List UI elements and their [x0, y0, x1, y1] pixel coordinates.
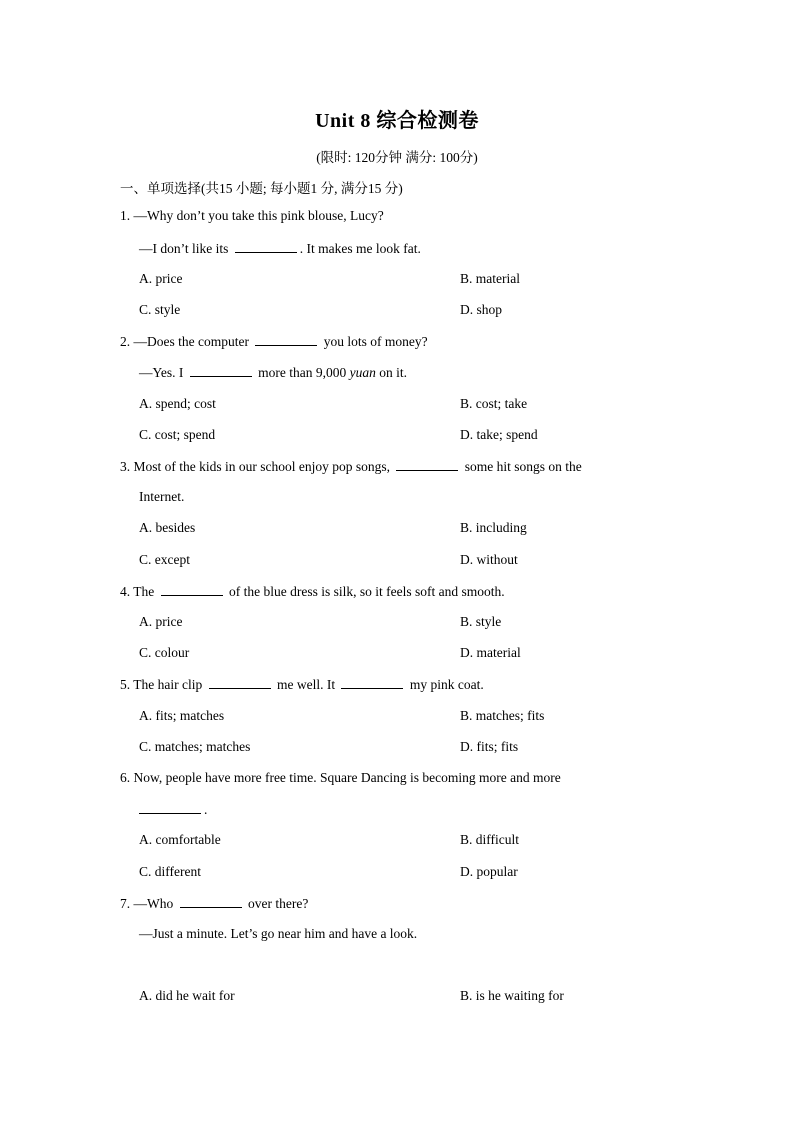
question-6-option-c[interactable]: C. different — [139, 864, 201, 879]
question-7-stem: 7. —Who over there? — [120, 896, 309, 911]
question-6-option-a[interactable]: A. comfortable — [139, 832, 221, 847]
question-4-stem: 4. The of the blue dress is silk, so it feels soft and smooth. — [120, 584, 505, 599]
page-title: Unit 8 综合检测卷 — [315, 110, 479, 132]
question-4-option-b[interactable]: B. style — [460, 614, 502, 629]
question-1-option-d[interactable]: D. shop — [460, 302, 503, 317]
question-7-option-b[interactable]: B. is he waiting for — [460, 988, 564, 1003]
question-2-answer-line: —Yes. I more than 9,000 yuan on it. — [139, 365, 408, 380]
answer-blank[interactable] — [209, 676, 271, 689]
question-7-answer-line: —Just a minute. Let’s go near him and have a look. — [139, 926, 418, 941]
question-2-option-c[interactable]: C. cost; spend — [139, 427, 216, 442]
answer-blank[interactable] — [341, 676, 403, 689]
question-2-option-b[interactable]: B. cost; take — [460, 396, 528, 411]
question-4-option-d[interactable]: D. material — [460, 645, 521, 660]
question-4-option-c[interactable]: C. colour — [139, 645, 190, 660]
answer-blank[interactable] — [139, 801, 201, 814]
exam-info: (限时: 120分钟 满分: 100分) — [316, 150, 478, 165]
section-heading: 一、单项选择(共15 小题; 每小题1 分, 满分15 分) — [120, 181, 403, 196]
question-2-option-a[interactable]: A. spend; cost — [139, 396, 216, 411]
answer-blank[interactable] — [396, 458, 458, 471]
question-3-option-a[interactable]: A. besides — [139, 520, 196, 535]
answer-blank[interactable] — [190, 364, 252, 377]
question-3-option-b[interactable]: B. including — [460, 520, 527, 535]
answer-blank[interactable] — [255, 333, 317, 346]
question-6-option-b[interactable]: B. difficult — [460, 832, 519, 847]
question-1-option-a[interactable]: A. price — [139, 271, 183, 286]
question-1-option-c[interactable]: C. style — [139, 302, 181, 317]
question-1-option-b[interactable]: B. material — [460, 271, 520, 286]
question-1-stem: 1. —Why don’t you take this pink blouse, Lucy? — [120, 208, 384, 223]
answer-blank[interactable] — [180, 895, 242, 908]
question-3-stem-continued: Internet. — [139, 489, 185, 504]
question-1-answer-line: —I don’t like its . It makes me look fat. — [139, 241, 421, 256]
question-5-option-a[interactable]: A. fits; matches — [139, 708, 225, 723]
question-5-option-c[interactable]: C. matches; matches — [139, 739, 251, 754]
question-3-option-d[interactable]: D. without — [460, 552, 518, 567]
question-3-stem: 3. Most of the kids in our school enjoy pop songs, some hit songs on the — [120, 459, 582, 474]
question-6-stem: 6. Now, people have more free time. Square Dancing is becoming more and more — [120, 770, 561, 785]
answer-blank[interactable] — [161, 583, 223, 596]
question-5-stem: 5. The hair clip me well. It my pink coat. — [120, 677, 484, 692]
question-7-option-a[interactable]: A. did he wait for — [139, 988, 235, 1003]
question-5-option-d[interactable]: D. fits; fits — [460, 739, 519, 754]
question-2-option-d[interactable]: D. take; spend — [460, 427, 538, 442]
question-6-option-d[interactable]: D. popular — [460, 864, 518, 879]
question-6-stem-continued: . — [139, 801, 207, 818]
question-3-option-c[interactable]: C. except — [139, 552, 190, 567]
question-4-option-a[interactable]: A. price — [139, 614, 183, 629]
question-2-stem: 2. —Does the computer you lots of money? — [120, 334, 428, 349]
question-5-option-b[interactable]: B. matches; fits — [460, 708, 545, 723]
answer-blank[interactable] — [235, 240, 297, 253]
